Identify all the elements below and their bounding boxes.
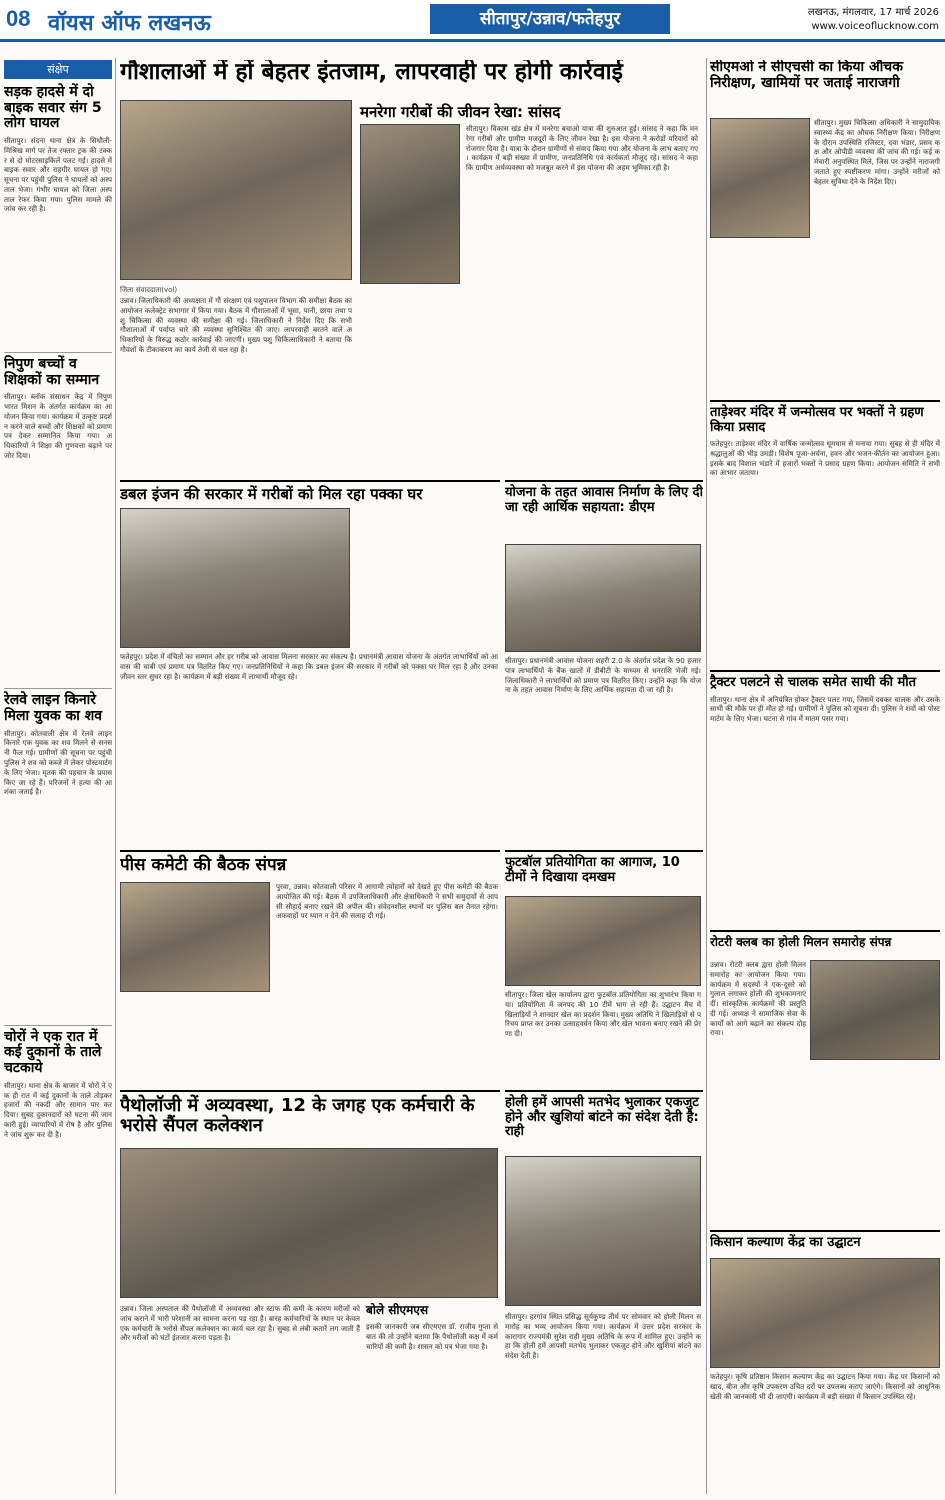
lead-photo-caption: जिला संवाददाता(vol): [120, 286, 178, 294]
temple-story: [710, 400, 940, 660]
sidebar-body-1: सीतापुर। संदना थाना क्षेत्र के सिधौली-मिश्रिख मार्ग पर तेज रफ्तार ट्रक की टक्कर से दो मोटरसाइकिलें पलट गईं। हादसे में बाइक सवार और राहगीर घायल हो गए। सूचना पर पहुंची पुलिस ने घायलों को अस्पताल भेजा। गंभीर घायल को जिला अस्पताल रेफर किया गया। पुलिस मामले की जांच कर रही है।: [4, 136, 112, 214]
page-number: 08: [6, 6, 31, 31]
awas-headline: योजना के तहत आवास निर्माण के लिए दी जा रही आर्थिक सहायता: डीएम: [505, 485, 703, 515]
region-banner: सीतापुर/उन्नाव/फतेहपुर: [430, 4, 670, 34]
rotary-photo: [810, 960, 940, 1060]
sidebar-headline-2: निपुण बच्चों व शिक्षकों का सम्मान: [4, 352, 112, 388]
lead-photo: [120, 100, 352, 280]
football-story: [505, 850, 703, 1080]
boxed-label: बोले सीएमएस: [366, 1303, 429, 1317]
temple-headline: ताड़ेश्वर मंदिर में जन्मोत्सव पर भक्तों ने ग्रहण किया प्रसाद: [710, 405, 924, 435]
rotary-story: [710, 930, 940, 1220]
double-engine-headline: डबल इंजन की सरकार में गरीबों को मिल रहा पक्का घर: [120, 485, 423, 503]
rotary-headline: रोटरी क्लब का होली मिलन समारोह संपन्न: [710, 935, 892, 949]
sidebar-headline-1: सड़क हादसे में दो बाइक सवार संग 5 लोग घायल: [4, 84, 102, 132]
holi-body: सीतापुर। हरगांव स्थित प्रसिद्ध सूर्यकुण्ड तीर्थ पर सोमवार को होली मिलन समारोह का भव्य आयोजन किया गया। कार्यक्रम में उत्तर प्रदेश सरकार के कारागार राज्यमंत्री सुरेश राही मुख्य अतिथि के रूप में शामिल हुए। उन्होंने कहा कि होली हमें आपसी मतभेद भुलाकर एकजुट होने और खुशियां बांटने का संदेश देती है।: [505, 1312, 701, 1361]
awas-photo: [505, 544, 701, 652]
masthead: [0, 0, 945, 42]
cmo-photo: [710, 118, 810, 238]
kisan-story: [710, 1230, 940, 1494]
kisan-body: फतेहपुर। कृषि प्रतिष्ठान किसान कल्याण केंद्र का उद्घाटन किया गया। केंद्र पर किसानों को खाद, बीज और कृषि उपकरण उचित दरों पर उपलब्ध कराए जाएंगे। किसानों को आधुनिक खेती की जानकारी भी दी जाएगी। कार्यक्रम में बड़ी संख्या में किसान उपस्थित रहे।: [710, 1372, 940, 1401]
cmo-headline: सीएमओ ने सीएचसी का किया औचक निरीक्षण, खामियों पर जताई नाराजगी: [710, 60, 903, 91]
pathology-body: उन्नाव। जिला अस्पताल की पैथोलॉजी में अव्यवस्था और स्टाफ की कमी के कारण मरीजों को जांच कराने में भारी परेशानी का सामना करना पड़ रहा है। बारह कर्मचारियों के स्थान पर केवल एक कर्मचारी के भरोसे सैंपल कलेक्शन का कार्य चल रहा है। सुबह से लंबी कतारें लग जाती हैं और मरीजों को घंटों इंतजार करना पड़ता है।: [120, 1304, 360, 1343]
mnrega-photo: [360, 124, 460, 284]
football-headline: फुटबॉल प्रतियोगिता का आगाज, 10 टीमों ने दिखाया दमखम: [505, 855, 680, 885]
double-engine-body: फतेहपुर। प्रदेश में वंचितों का सम्मान और हर गरीब को आवास मिलना सरकार का संकल्प है। प्रधानमंत्री आवास योजना के अंतर्गत लाभार्थियों को आवास की चाबी एवं प्रमाण पत्र वितरित किए गए। जनप्रतिनिधियों ने कहा कि डबल इंजन की सरकार में गरीबों को पक्का घर मिल रहा है और उनका जीवन स्तर सुधर रहा है। कार्यक्रम में बड़ी संख्या में लाभार्थी मौजूद रहे।: [120, 652, 498, 681]
tractor-body: सीतापुर। थाना क्षेत्र में अनियंत्रित होकर ट्रैक्टर पलट गया, जिसमें दबकर चालक और उसके साथी की मौके पर ही मौत हो गई। ग्रामीणों ने पुलिस को सूचना दी। पुलिस ने शवों को पोस्टमार्टम के लिए भेजा। घटना से गांव में मातम पसर गया।: [710, 694, 940, 724]
double-engine-story: [120, 480, 500, 840]
paper-name: वॉयस ऑफ लखनऊ: [48, 11, 211, 36]
double-engine-photo: [120, 508, 350, 648]
holi-photo: [505, 1156, 701, 1306]
holi-headline: होली हमें आपसी मतभेद भुलाकर एकजुट होने और खुशियां बांटने का संदेश देती है: राही: [505, 1095, 699, 1140]
awas-body: सीतापुर। प्रधानमंत्री आवास योजना शहरी 2.0 के अंतर्गत प्रदेश के 90 हजार पात्र लाभार्थियों के बैंक खातों में डीबीटी के माध्यम से धनराशि भेजी गई। जिलाधिकारी ने लाभार्थियों को प्रमाण पत्र वितरित किए। उन्होंने कहा कि योजना के तहत आवास निर्माण के लिए आर्थिक सहायता दी जा रही है।: [505, 656, 701, 695]
tractor-story: [710, 670, 940, 920]
cmo-story: [710, 60, 940, 390]
temple-body: फतेहपुर। ताड़ेश्वर मंदिर में वार्षिक जन्मोत्सव धूमधाम से मनाया गया। सुबह से ही मंदिर में श्रद्धालुओं की भीड़ उमड़ी। विशेष पूजा-अर्चना, हवन और भजन-कीर्तन का आयोजन हुआ। इसके बाद विशाल भंडारे में हजारों भक्तों ने प्रसाद ग्रहण किया। आयोजन समिति ने सभी का आभार जताया।: [710, 439, 940, 478]
sidebar-headline-3: रेलवे लाइन किनारे मिला युवक का शव: [4, 688, 112, 724]
mnrega-body: सीतापुर। विकास खंड क्षेत्र में मनरेगा बचाओ यात्रा की शुरुआत हुई। सांसद ने कहा कि मनरेगा गरीबों और ग्रामीण मजदूरों के लिए जीवन रेखा है। इस योजना ने करोड़ों परिवारों को रोजगार दिया है। यात्रा के दौरान ग्रामीणों से संवाद किया गया और योजना के लाभ बताए गए। कार्यक्रम में बड़ी संख्या में ग्रामीण, जनप्रतिनिधि एवं कार्यकर्ता मौजूद रहे। सांसद ने कहा कि ग्रामीण अर्थव्यवस्था को मजबूत करने में इस योजना की अहम भूमिका रही है।: [466, 124, 698, 173]
sidebar: [4, 60, 112, 1494]
lead-headline: गौशालाओं में हों बेहतर इंतजाम, लापरवाही पर होगी कार्रवाई: [120, 60, 623, 85]
dateline: [808, 6, 939, 34]
football-photo: [505, 896, 701, 986]
kisan-headline: किसान कल्याण केंद्र का उद्घाटन: [710, 1235, 861, 1250]
sidebar-body-3: सीतापुर। कोतवाली क्षेत्र में रेलवे लाइन किनारे एक युवक का शव मिलने से सनसनी फैल गई। ग्रामीणों की सूचना पर पहुंची पुलिस ने शव को कब्जे में लेकर पोस्टमार्टम के लिए भेजा। मृतक की पहचान के प्रयास किए जा रहे हैं। परिजनों ने हत्या की आशंका जताई है।: [4, 728, 112, 797]
peace-headline: पीस कमेटी की बैठक संपन्न: [120, 855, 287, 875]
peace-photo: [120, 882, 270, 992]
peace-body: पुरवा, उन्नाव। कोतवाली परिसर में आगामी त्योहारों को देखते हुए पीस कमेटी की बैठक आयोजित की गई। बैठक में उपजिलाधिकारी और क्षेत्राधिकारी ने सभी समुदायों से आपसी सौहार्द बनाए रखने की अपील की। संवेदनशील स्थानों पर पुलिस बल तैनात रहेगा। अफवाहों पर ध्यान न देने की सलाह दी गई।: [276, 882, 498, 921]
mnrega-headline: मनरेगा गरीबों की जीवन रेखा: सांसद: [360, 103, 561, 121]
pathology-story: [120, 1090, 500, 1494]
cmo-body: सीतापुर। मुख्य चिकित्सा अधिकारी ने सामुदायिक स्वास्थ्य केंद्र का औचक निरीक्षण किया। निरीक्षण के दौरान उपस्थिति रजिस्टर, दवा भंडार, प्रसव कक्ष और ओपीडी व्यवस्था की जांच की गई। कई कर्मचारी अनुपस्थित मिले, जिस पर उन्होंने नाराजगी जताते हुए स्पष्टीकरण मांगा। उन्होंने मरीजों को बेहतर सुविधा देने के निर्देश दिए।: [814, 118, 940, 186]
tractor-headline: ट्रैक्टर पलटने से चालक समेत साथी की मौत: [710, 675, 917, 690]
lead-story: [120, 60, 700, 470]
column-rule: [115, 58, 116, 1494]
sidebar-body-2: सीतापुर। ब्लॉक संसाधन केंद्र में निपुण भारत मिशन के अंतर्गत कार्यक्रम का आयोजन किया गया। कार्यक्रम में उत्कृष्ट प्रदर्शन करने वाले बच्चों और शिक्षकों को प्रमाण पत्र देकर सम्मानित किया गया। अधिकारियों ने शिक्षा की गुणवत्ता बढ़ाने पर जोर दिया।: [4, 392, 112, 461]
pathology-headline: पैथोलॉजी में अव्यवस्था, 12 के जगह एक कर्मचारी के भरोसे सैंपल कलेक्शन: [120, 1095, 475, 1137]
lead-body: उन्नाव। जिलाधिकारी की अध्यक्षता में गौ संरक्षण एवं पशुपालन विभाग की समीक्षा बैठक का आयोजन कलेक्ट्रेट सभागार में किया गया। बैठक में गौशालाओं में भूसा, पानी, छाया तथा पशु चिकित्सा की व्यवस्था की समीक्षा की गई। जिलाधिकारी ने निर्देश दिए कि सभी गौशालाओं में पर्याप्त चारे की व्यवस्था सुनिश्चित की जाए। लापरवाही बरतने वाले अधिकारियों के विरुद्ध कठोर कार्रवाई की जाएगी। मुख्य पशु चिकित्साधिकारी ने बताया कि गौवंशों के टीकाकरण का कार्य तेजी से चल रहा है।: [120, 296, 352, 354]
holi-story: [505, 1090, 703, 1494]
boxed-body: इसकी जानकारी जब सीएमएस डॉ. राजीव गुप्ता से बात की तो उन्होंने बताया कि पैथोलॉजी कक्ष में कर्मचारियों की कमी है। शासन को पत्र भेजा गया है।: [366, 1322, 498, 1351]
pathology-photo: [120, 1148, 498, 1298]
date: लखनऊ, मंगलवार, 17 मार्च 2026: [807, 7, 939, 18]
sidebar-headline-4: चोरों ने एक रात में कई दुकानों के ताले चटकाये: [4, 1025, 112, 1077]
column-rule: [706, 58, 707, 1494]
kisan-photo: [710, 1258, 940, 1368]
football-body: सीतापुर। जिला खेल कार्यालय द्वारा फुटबॉल प्रतियोगिता का शुभारंभ किया गया। प्रतियोगिता में जनपद की 10 टीमें भाग ले रही हैं। उद्घाटन मैच में खिलाड़ियों ने शानदार खेल का प्रदर्शन किया। मुख्य अतिथि ने खिलाड़ियों से परिचय प्राप्त कर उनका उत्साहवर्धन किया और खेल भावना बनाए रखने की प्रेरणा दी।: [505, 990, 701, 1039]
sidebar-body-4: सीतापुर। थाना क्षेत्र के बाजार में चोरों ने एक ही रात में कई दुकानों के ताले तोड़कर हजारों की नकदी और सामान पार कर दिया। सुबह दुकानदारों को घटना की जानकारी हुई। व्यापारियों में रोष है और पुलिस ने जांच शुरू कर दी है।: [4, 1080, 112, 1139]
awas-story: [505, 480, 703, 840]
peace-committee-story: [120, 850, 500, 1080]
sidebar-tag: संक्षेप: [4, 60, 112, 79]
website: www.voiceoflucknow.com: [811, 21, 939, 32]
rotary-body: उन्नाव। रोटरी क्लब द्वारा होली मिलन समारोह का आयोजन किया गया। कार्यक्रम में सदस्यों ने एक-दूसरे को गुलाल लगाकर होली की शुभकामनाएं दीं। सांस्कृतिक कार्यक्रमों की प्रस्तुति दी गई। अध्यक्ष ने सामाजिक सेवा के कार्यों को आगे बढ़ाने का संकल्प दोहराया।: [710, 960, 806, 1038]
